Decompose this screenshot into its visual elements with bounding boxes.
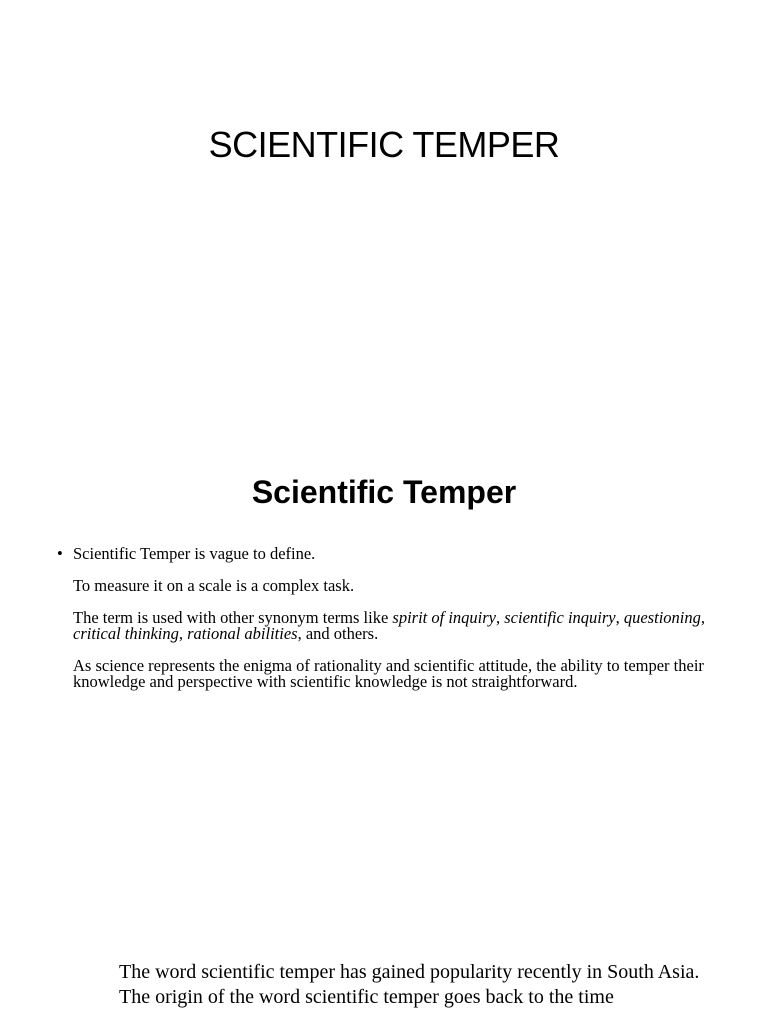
paragraph-1: Scientific Temper is vague to define. [73,544,316,563]
paragraph-3-lead: The term is used with other synonym terms like [73,608,393,627]
paragraph-4: As science represents the enigma of rationality and scientific attitude, the ability to temper their knowledge and perspective with scientific knowledge is not straightforward. [73,656,704,691]
term-spirit-of-inquiry: spirit of inquiry [392,608,496,627]
slide-title: SCIENTIFIC TEMPER [208,124,560,165]
term-scientific-inquiry: scientific inquiry [504,608,616,627]
separator: , [700,608,705,627]
term-rational-abilities: rational abilities [187,624,298,643]
separator: , [496,608,505,627]
separator: , [178,624,188,643]
snippet-line-2: The origin of the word scientific temper goes back to the time [119,986,614,1008]
snippet-line-1: The word scientific temper has gained popularity recently in South Asia. [119,961,700,983]
bullet-list [57,544,713,706]
separator: , [615,608,624,627]
paragraph-3-tail: , and others. [297,624,379,643]
bullet-icon: • [57,544,63,563]
bullet-item [57,544,713,563]
page-snippet [60,960,740,1010]
term-questioning: questioning [623,608,701,627]
paragraph-2: To measure it on a scale is a complex task. [73,576,355,595]
section-heading: Scientific Temper [251,474,517,510]
term-critical-thinking: critical thinking [73,624,179,643]
paragraph-3 [73,610,713,642]
